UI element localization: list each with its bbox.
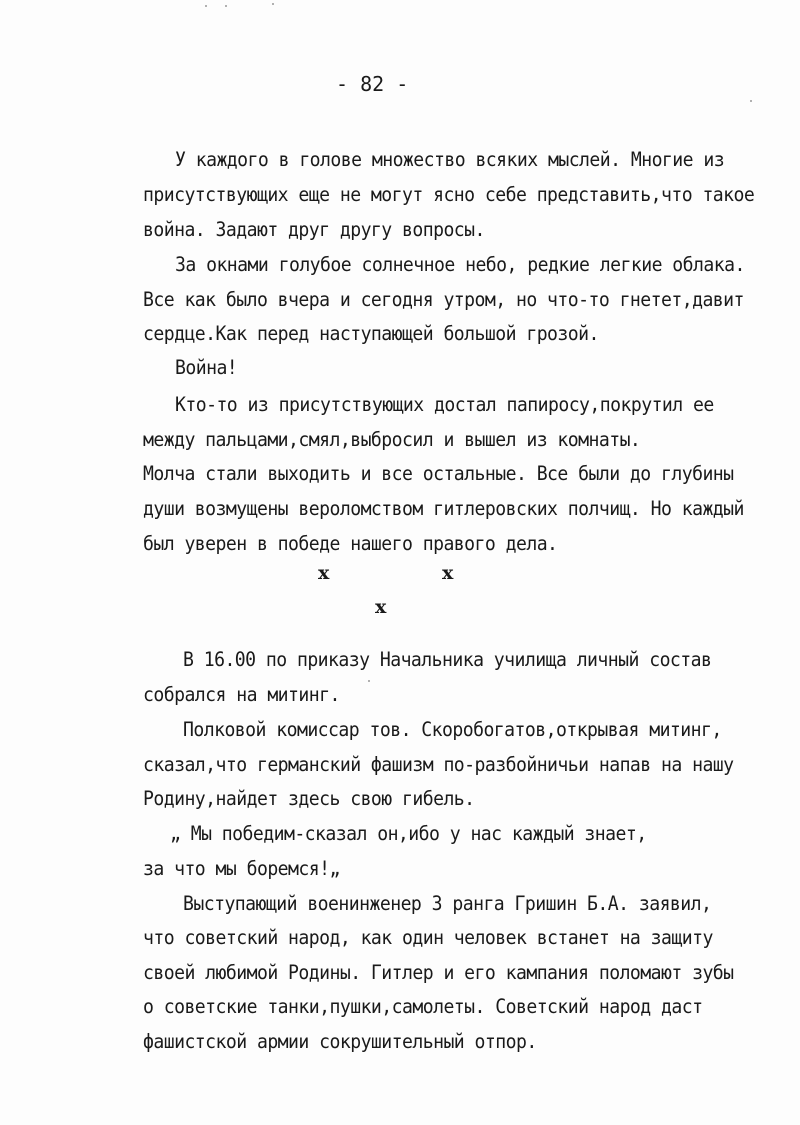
scan-speck (750, 100, 752, 102)
text-line: души возмущены вероломством гитлеровских полчищ. Но каждый (143, 497, 744, 520)
scan-speck (225, 5, 227, 7)
text-line: о советские танки,пушки,самолеты. Советский народ даст (143, 995, 703, 1018)
text-line: своей любимой Родины. Гитлер и его кампания поломают зубы (143, 961, 734, 984)
text-line: „ Мы победим-сказал он,ибо у нас каждый знает, (170, 822, 647, 845)
text-line: У каждого в голове множество всяких мыслей. Многие из (175, 148, 725, 171)
text-line: между пальцами,смял,выбросил и вышел из комнаты. (143, 428, 641, 451)
text-line: За окнами голубое солнечное небо, редкие легкие облака. (175, 253, 745, 276)
text-line: был уверен в победе нашего правого дела. (143, 532, 558, 555)
text-line: Родину,найдет здесь свою гибель. (143, 787, 475, 810)
text-line: Война! (175, 356, 238, 379)
text-line: Полковой комиссар тов. Скоробогатов,открывая митинг, (183, 718, 722, 741)
text-line: Все как было вчера и сегодня утром, но что-то гнетет,давит (143, 288, 744, 311)
text-line: Кто-то из присутствующих достал папиросу,покрутил ее (175, 393, 714, 416)
text-line: война. Задают друг другу вопросы. (143, 218, 485, 241)
text-line: присутствующих еще не могут ясно себе представить,что такое (143, 183, 755, 206)
text-line: собрался на митинг. (143, 683, 340, 706)
text-line: Выступающий военинженер 3 ранга Гришин Б.А. заявил, (183, 892, 712, 915)
scan-speck (368, 680, 370, 682)
text-line: фашистской армии сокрушительный отпор. (143, 1030, 537, 1053)
separator-mark: x (442, 562, 454, 584)
scan-speck (272, 3, 274, 5)
text-line: что советский народ, как один человек встанет на защиту (143, 926, 713, 949)
scan-speck (205, 5, 207, 7)
separator-mark: x (318, 562, 330, 584)
text-line: сказал,что германский фашизм по-разбойничьи напав на нашу (143, 753, 734, 776)
text-line: сердце.Как перед наступающей большой грозой. (143, 322, 599, 345)
text-line: Молча стали выходить и все остальные. Все были до глубины (143, 462, 734, 485)
separator-mark: x (375, 596, 387, 618)
text-line: В 16.00 по приказу Начальника училища личный состав (183, 648, 712, 671)
text-line: за что мы боремся!„ (143, 857, 340, 880)
page-number: - 82 - (336, 72, 409, 96)
